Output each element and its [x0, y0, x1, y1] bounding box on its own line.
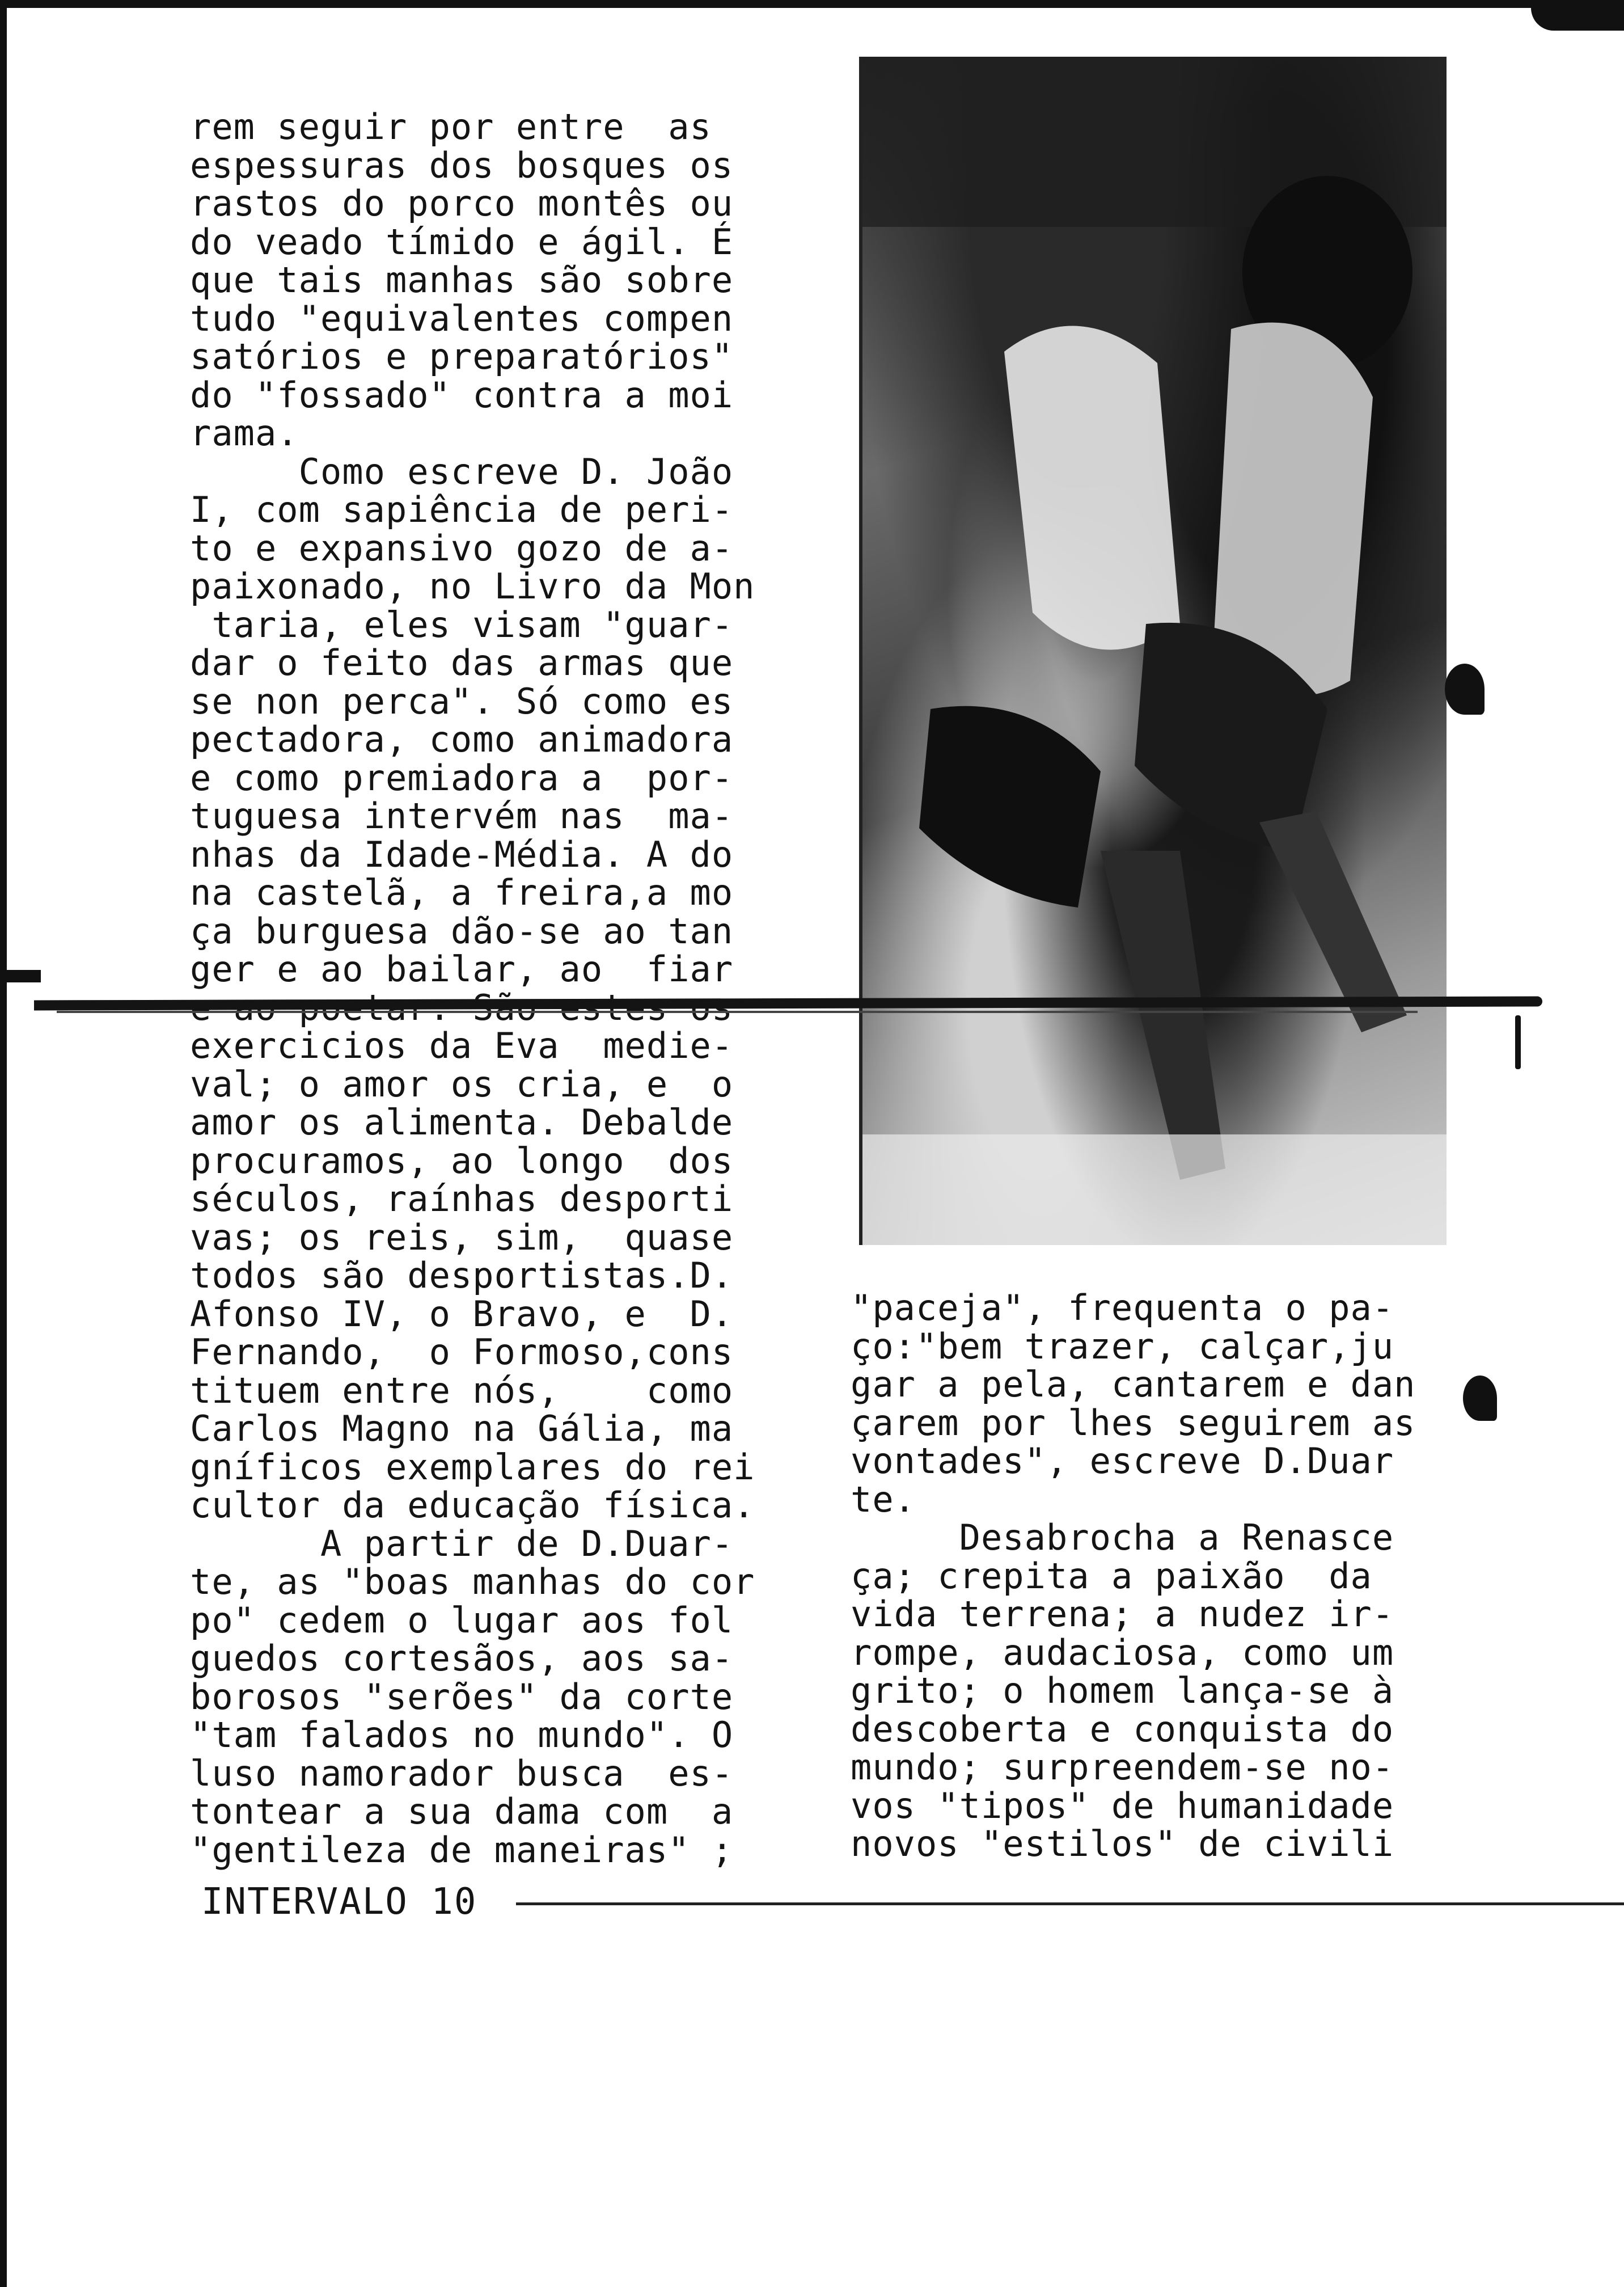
- text-line: ça burguesa dão-se ao tan: [190, 910, 734, 952]
- text-line: do "fossado" contra a moi: [190, 374, 734, 416]
- text-line: séculos, raínhas desporti: [190, 1178, 734, 1220]
- text-line: luso namorador busca es-: [190, 1752, 734, 1794]
- text-line: se non perca". Só como es: [190, 680, 734, 722]
- text-line: gar a pela, cantarem e dan: [851, 1364, 1416, 1405]
- text-line: que tais manhas são sobre: [190, 259, 734, 301]
- text-line: Fernando, o Formoso,cons: [190, 1331, 734, 1373]
- text-line: vida terrena; a nudez ir-: [851, 1593, 1394, 1635]
- athletes-photo: [859, 57, 1447, 1245]
- text-line: to e expansivo gozo de a-: [190, 527, 734, 569]
- text-line: borosos "serões" da corte: [190, 1676, 734, 1718]
- text-line: "paceja", frequenta o pa-: [851, 1287, 1394, 1328]
- text-line: dar o feito das armas que: [190, 642, 734, 683]
- text-line: Como escreve D. João: [190, 450, 734, 492]
- text-line: pectadora, como animadora: [190, 719, 734, 760]
- text-line: grito; o homem lança-se à: [851, 1670, 1394, 1711]
- text-line: rama.: [190, 412, 299, 454]
- text-line: vontades", escreve D.Duar: [851, 1440, 1394, 1482]
- punch-hole-mark: [1463, 1375, 1497, 1421]
- text-line: nhas da Idade-Média. A do: [190, 833, 734, 875]
- text-line: val; o amor os cria, e o: [190, 1063, 734, 1105]
- left-text-column: [190, 108, 791, 1869]
- text-line: cultor da educação física.: [190, 1484, 755, 1526]
- text-line: te, as "boas manhas do cor: [190, 1561, 755, 1602]
- text-line: do veado tímido e ágil. É: [190, 221, 734, 263]
- text-line: todos são desportistas.D.: [190, 1255, 734, 1296]
- photo-illustration: [862, 57, 1447, 1245]
- margin-mark: [1515, 1015, 1521, 1069]
- text-line: "gentileza de maneiras" ;: [190, 1829, 734, 1871]
- text-line: po" cedem o lugar aos fol: [190, 1599, 734, 1641]
- text-line: I, com sapiência de peri-: [190, 489, 734, 530]
- scan-edge-left: [0, 0, 7, 2287]
- text-line: rompe, audaciosa, como um: [851, 1631, 1394, 1673]
- text-line: rem seguir por entre as: [190, 106, 712, 147]
- text-line: tontear a sua dama com a: [190, 1791, 734, 1832]
- text-line: tudo "equivalentes compen: [190, 297, 734, 339]
- text-line: çarem por lhes seguirem as: [851, 1402, 1416, 1444]
- text-line: tuguesa intervém nas ma-: [190, 795, 734, 837]
- text-line: amor os alimenta. Debalde: [190, 1102, 734, 1143]
- text-line: na castelã, a freira,a mo: [190, 872, 734, 913]
- scan-edge-top: [0, 0, 1624, 8]
- text-line: rastos do porco montês ou: [190, 183, 734, 224]
- text-line: guedos cortesãos, aos sa-: [190, 1638, 734, 1679]
- scan-edge-corner: [1531, 8, 1624, 31]
- footer-rule: [516, 1902, 1624, 1905]
- text-line: gníficos exemplares do rei: [190, 1446, 755, 1488]
- text-line: taria, eles visam "guar-: [190, 604, 734, 645]
- scan-edge-stub: [7, 970, 41, 982]
- text-line: ço:"bem trazer, calçar,ju: [851, 1325, 1394, 1367]
- text-line: ça; crepita a paixão da: [851, 1555, 1372, 1597]
- text-line: Desabrocha a Renasce: [851, 1517, 1394, 1558]
- text-line: satórios e preparatórios": [190, 336, 734, 377]
- text-line: espessuras dos bosques os: [190, 144, 734, 186]
- text-line: Carlos Magno na Gália, ma: [190, 1408, 734, 1449]
- text-line: te.: [851, 1478, 916, 1520]
- text-line: e como premiadora a por-: [190, 757, 734, 799]
- text-line: ger e ao bailar, ao fiar: [190, 948, 734, 990]
- text-line: tituem entre nós, como: [190, 1369, 734, 1411]
- text-line: procuramos, ao longo dos: [190, 1140, 734, 1182]
- text-line: exercicios da Eva medie-: [190, 1025, 734, 1066]
- scan-edge-bottom-shadow: [57, 1011, 1418, 1013]
- page-footer: [201, 1882, 1449, 1922]
- text-line: "tam falados no mundo". O: [190, 1714, 734, 1756]
- text-line: novos "estilos" de civili: [851, 1823, 1394, 1864]
- text-line: paixonado, no Livro da Mon: [190, 566, 755, 607]
- text-line: mundo; surpreendem-se no-: [851, 1746, 1394, 1788]
- text-line: vos "tipos" de humanidade: [851, 1784, 1394, 1826]
- right-text-column: [851, 1289, 1446, 1863]
- punch-hole-mark: [1445, 664, 1485, 715]
- text-line: vas; os reis, sim, quase: [190, 1216, 734, 1258]
- text-line: Afonso IV, o Bravo, e D.: [190, 1293, 734, 1335]
- text-line: A partir de D.Duar-: [190, 1522, 734, 1564]
- magazine-page-label: INTERVALO 10: [201, 1881, 477, 1923]
- text-line: descoberta e conquista do: [851, 1708, 1394, 1750]
